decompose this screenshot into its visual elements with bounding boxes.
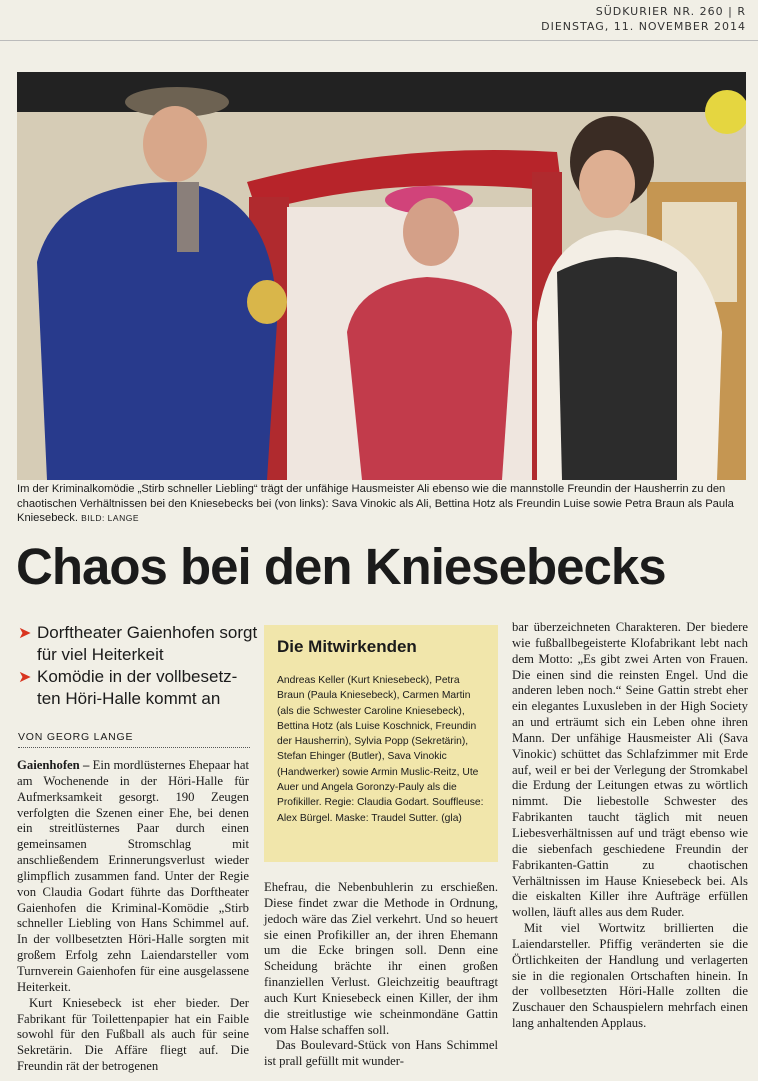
column-2 xyxy=(264,880,498,1070)
photo-credit: BILD: LANGE xyxy=(81,513,139,523)
paragraph: Ehefrau, die Nebenbuhlerin zu erschießen. Diese findet zwar die Methode in Ordnung, jedoch wäre das Ziel verkehrt. Und so heuert sie einen Profikiller an, der ihren Ehemann um die Ecke bringen soll. Denn eine Scheidung brächte ihr einen großen finanziellen Verlust. Gleichzeitig beauftragt auch Kurt Kniesebeck einen Killer, der ihm die streitlustige wie scheinmondäne Gattin vom Halse schaffen soll. xyxy=(264,880,498,1037)
column-1 xyxy=(17,758,249,1075)
issue-line: SÜDKURIER NR. 260 | R xyxy=(595,5,746,18)
page-header xyxy=(541,4,746,34)
paragraph: bar überzeichneten Charakteren. Der biedere wie fußballbegeisterte Klofabrikant lebt nach dem Motto: „Es gibt zwei Arten von Frauen. Die einen sind die reinsten Engel. Und die anderen leben noch.“ Seine Gattin strebt eher ein elegantes Luxusleben in der High Society an und erträumt sich ein Leben ohne ihren Mann. Der unfähige Hausmeister Ali (Sava Vinokic) schüttet das Schlafzimmer mit Erde auf, weil er bei der Verlegung der Stromkabel die Erdung der Leitungen etwas zu wörtlich nimmt. Die liebestolle Schwester des Fabrikanten taucht täglich mit neuen Liebesverhältnissen auf und trägt ebenso wie die siebenfach geschiedene Freundin der Fabrikanten-Gattin zu chaotischen Verhältnissen im Hause Kniesebeck bei. Als die eiskalten Killer ihre Aufträge erfüllen wollen, läuft alles aus dem Ruder. xyxy=(512,620,748,920)
subhead-1-text: Dorftheater Gaienhofen sorgt für viel Heiterkeit xyxy=(37,623,258,664)
subhead-1 xyxy=(18,622,258,666)
paragraph xyxy=(17,758,249,996)
sidebar-title: Die Mitwirkenden xyxy=(277,637,417,656)
photo-caption xyxy=(17,482,746,526)
dateline: Gaienhofen – xyxy=(17,758,90,772)
column-3 xyxy=(512,620,748,1032)
date-line: DIENSTAG, 11. NOVEMBER 2014 xyxy=(541,20,746,33)
byline: VON GEORG LANGE xyxy=(18,731,250,748)
arrow-icon: ➤ xyxy=(18,625,32,642)
sidebar-text: Andreas Keller (Kurt Kniesebeck), Petra Braun (Paula Kniesebeck), Carmen Martin (als die Schwester Caroline Kniesebeck), Bettina Hotz (als Luise Koschnick, Freundin der Hausherrin), Sylvia Popp (Sekretärin), Stefan Ehinger (Butler), Sava Vinokic (Handwerker) sowie Armin Muslic-Reitz, Ute Auer und Angela Goronzy-Pauly als die Profikiller. Regie: Claudia Godart. Souffleuse: Alex Bürgel. Maske: Traudel Sutter. (gla) xyxy=(277,675,484,824)
paragraph-text: Ein mordlüsternes Ehepaar hat am Wochenende in der Höri-Halle für Aufmerksamkeit gesorgt. 190 Zeugen verfolgten die Szenen einer Ehe, bei denen ein streitlüsternes Paar durch einen gemeinsamen Stromschlag mit anschließendem Erinnerungsverlust wieder glimpflich zusammen fand. Unter der Regie von Claudia Godart führte das Dorftheater Gaienhofen die Kriminal-Komödie „Stirb schneller Liebling von Hans Schimmel auf. In der vollbesetzten Höri-Halle sorgten mit großem Erfolg zehn Laiendarsteller vom Turnverein Gaienhofen für eine ausgelassene Heiterkeit. xyxy=(17,758,250,994)
subheads xyxy=(18,622,258,710)
article-headline: Chaos bei den Kniesebecks xyxy=(16,538,666,595)
caption-text: Im der Kriminalkomödie „Stirb schneller Liebling“ trägt der unfähige Hausmeister Ali ebenso wie die mannstolle Freundin der Hausherrin zu den chaotischen Verhältnissen bei den Kniesebecks bei (von links): Sava Vinokic als Ali, Bettina Hotz als Freundin Luise sowie Petra Braun als Paula Kniesebeck. xyxy=(17,483,734,524)
subhead-2-text: Komödie in der vollbesetz-ten Höri-Halle kommt an xyxy=(37,667,238,708)
stage-photo xyxy=(17,72,746,480)
paragraph: Das Boulevard-Stück von Hans Schimmel ist prall gefüllt mit wunder- xyxy=(264,1038,498,1069)
cast-sidebar xyxy=(264,625,498,862)
arrow-icon: ➤ xyxy=(18,669,32,686)
paragraph: Kurt Kniesebeck ist eher bieder. Der Fabrikant für Toilettenpapier hat ein Faible sowohl für den Fußball als auch für seine Sekretärin. Die Affäre fliegt auf. Die Freundin rät der betrogenen xyxy=(17,995,249,1074)
subhead-2 xyxy=(18,666,258,710)
header-rule xyxy=(0,40,758,41)
paragraph: Mit viel Wortwitz brillierten die Laiendarsteller. Pfiffig veränderten sie die Örtlichkeiten der Handlung und verlagerten sie in die regionalen Ortschaften hinein. In der vollbesetzten Höri-Halle zollten die Zuschauer den Schauspielern mehrfach einen lang anhaltenden Applaus. xyxy=(512,921,748,1031)
